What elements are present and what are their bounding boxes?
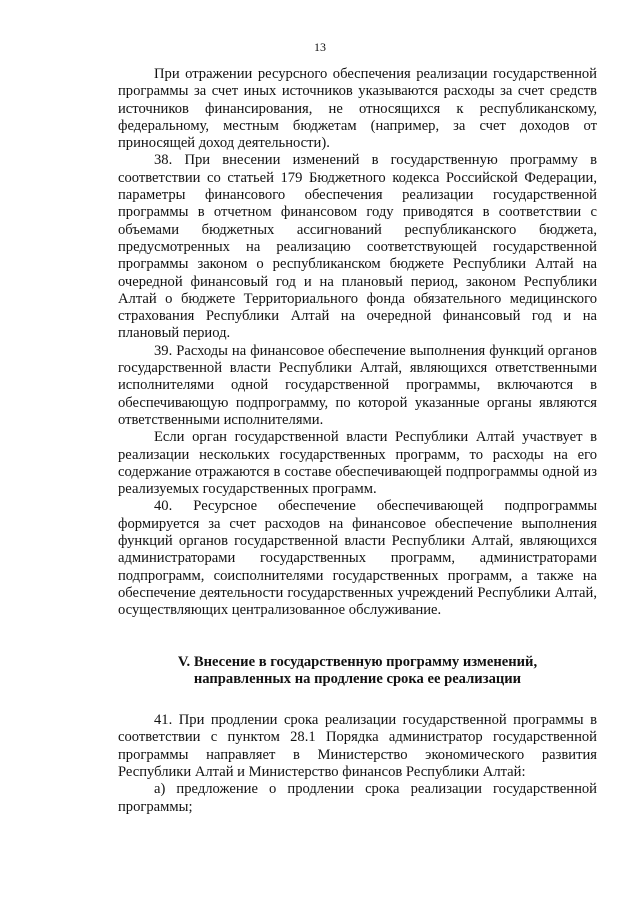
section-heading bbox=[118, 654, 597, 689]
document-body bbox=[118, 66, 597, 816]
paragraph-41-a: а) предложение о продлении срока реализации государственной программы; bbox=[118, 781, 597, 815]
section-heading-line-2: направленных на продление срока ее реализации bbox=[193, 670, 522, 687]
paragraph-41: 41. При продлении срока реализации государственной программы в соответствии с пунктом 28.1 Порядка администратор государственной программы направляет в Министерство экономического развития Республики Алтай и Министерство финансов Республики Алтай: bbox=[118, 712, 597, 780]
page-number: 13 bbox=[314, 40, 326, 54]
paragraph-39-continued: Если орган государственной власти Республики Алтай участвует в реализации нескольких государственных программ, то расходы на его содержание отражаются в составе обеспечивающей подпрограммы одной из реализуемых государственных программ. bbox=[118, 429, 597, 498]
section-heading-line-1: V. Внесение в государственную программу изменений, bbox=[177, 653, 538, 670]
paragraph-38: 38. При внесении изменений в государственную программу в соответствии со статьей 179 Бюджетного кодекса Российской Федерации, параметры финансового обеспечения реализации государственной программы в отчетном финансовом году приводятся в соответствии с объемами бюджетных ассигнований республиканского бюджета, предусмотренных на реализацию соответствующей государственной программы законом о республиканском бюджете Республики Алтай на очередной финансовый год и на плановый период, законом Республики Алтай о бюджете Территориального фонда обязательного медицинского страхования Республики Алтай на очередной финансовый год и на плановый период. bbox=[118, 152, 597, 342]
paragraph-resource-other-sources: При отражении ресурсного обеспечения реализации государственной программы за счет иных источников указываются расходы за счет средств источников финансирования, не относящихся к республиканскому, федеральному, местным бюджетам (например, за счет доходов от приносящей доход деятельности). bbox=[118, 66, 597, 152]
paragraph-39: 39. Расходы на финансовое обеспечение выполнения функций органов государственной власти Республики Алтай, являющихся ответственными исполнителями одной государственной программы, включаются в обеспечивающую подпрограмму, по которой указанные органы являются ответственными исполнителями. bbox=[118, 342, 597, 428]
paragraph-40: 40. Ресурсное обеспечение обеспечивающей подпрограммы формируется за счет расходов на финансовое обеспечение выполнения функций органов государственной власти Республики Алтай, являющихся администраторами государственных программ, администраторами подпрограмм, соисполнителями государственных программ, а также на обеспечение деятельности государственных учреждений Республики Алтай, осуществляющих централизованное обслуживание. bbox=[118, 498, 597, 619]
